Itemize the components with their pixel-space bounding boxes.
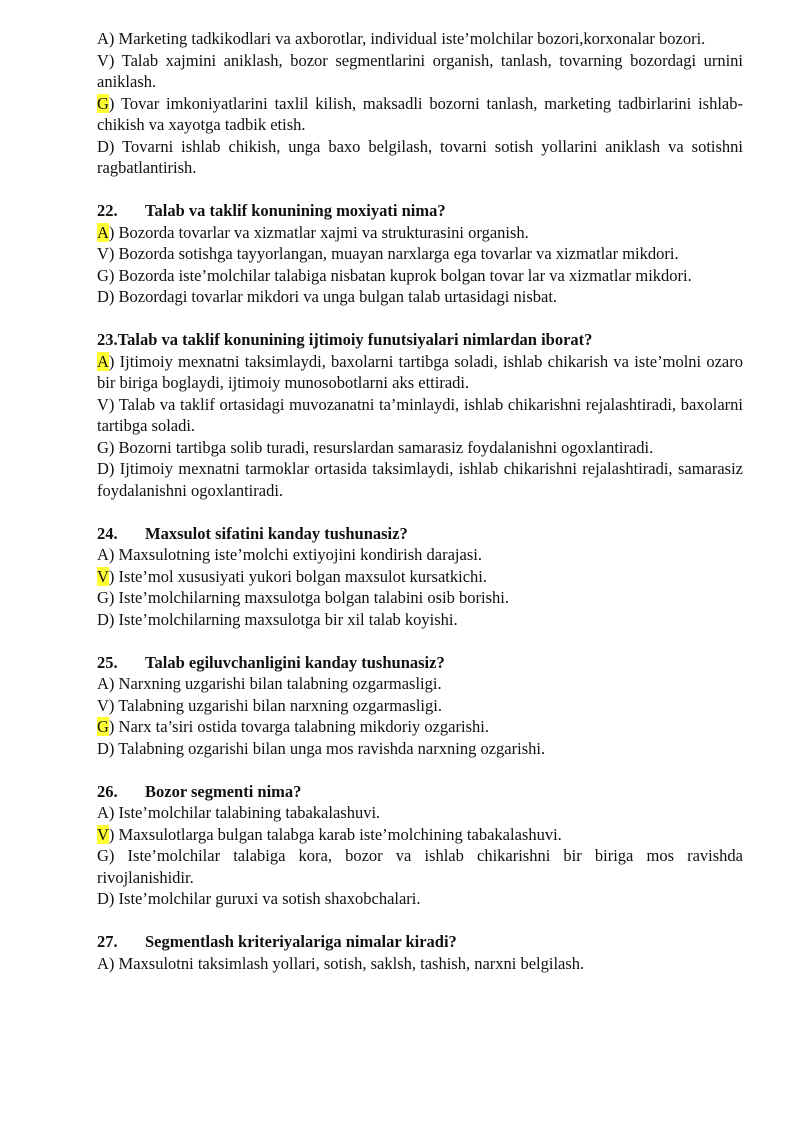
answer-option [97, 587, 743, 609]
answer-option-correct [97, 222, 743, 244]
option-letter: D [97, 889, 109, 908]
answer-option-correct [97, 351, 743, 394]
option-letter: V [97, 394, 109, 414]
question-title: Talab va taklif konunining moxiyati nima? [145, 201, 446, 220]
answer-option [97, 286, 743, 308]
option-text: ) Iste’molchilar guruxi va sotish shaxobchalari. [108, 889, 421, 908]
option-text: ) Marketing tadkikodlari va axborotlar, individual iste’molchilar bozori,korxonalar bozori. [108, 29, 706, 48]
question-block [97, 652, 743, 760]
option-letter: A [97, 545, 109, 564]
option-letter: V [97, 695, 109, 715]
option-text: ) Iste’molchilar talabiga kora, bozor va ishlab chikarishni bir biriga mos ravishda rivojlanishidir. [97, 846, 743, 887]
option-text: ) Ijtimoiy mexnatni taksimlaydi, baxolarni tartibga soladi, ishlab chikarish va iste’molni ozaro bir biriga boglaydi, ijtimoiy munosobotlarni aks ettiradi. [97, 351, 743, 392]
option-text: ) Bozorda iste’molchilar talabiga nisbatan kuprok bolgan tovar lar va xizmatlar mikdori. [108, 265, 692, 285]
option-text: ) Talabning ozgarishi bilan unga mos ravishda narxning ozgarishi. [108, 738, 546, 758]
option-letter: V [97, 244, 109, 263]
option-text: ) Ijtimoiy mexnatni tarmoklar ortasida taksimlaydi, ishlab chikarishni rejalashtiradi, samarasiz foydalanishni ogoxlantiradi. [97, 459, 743, 500]
answer-option [97, 953, 743, 975]
option-text: ) Talabning uzgarishi bilan narxning ozgarmasligi. [108, 695, 442, 715]
question-number: 25. [97, 652, 118, 672]
answer-option [97, 888, 743, 910]
question-number: 22. [97, 201, 118, 220]
answer-option-correct [97, 716, 743, 738]
answer-option [97, 609, 743, 631]
question-number: 23. [97, 330, 118, 349]
option-text: ) Talab xajmini aniklash, bozor segmentlarini organish, tanlash, tovarning bozordagi urnini aniklash. [97, 50, 743, 91]
option-letter-highlighted: V [97, 566, 109, 586]
option-text: ) Iste’molchilarning maxsulotga bir xil talab koyishi. [108, 609, 458, 629]
option-letter: D [97, 459, 109, 478]
answer-option [97, 802, 743, 824]
intro-options [97, 28, 743, 179]
question-block [97, 329, 743, 501]
answer-option [97, 28, 743, 50]
option-text: ) Bozorni tartibga solib turadi, resurslardan samarasiz foydalanishni ogoxlantiradi. [108, 437, 654, 457]
question-block [97, 931, 743, 974]
question-block [97, 781, 743, 910]
question-number: 26. [97, 781, 118, 801]
option-letter-highlighted: A [97, 222, 109, 242]
question-heading [97, 652, 743, 674]
question-heading [97, 931, 743, 953]
option-text: ) Maxsulotning iste’molchi extiyojini kondirish darajasi. [108, 545, 482, 564]
answer-option [97, 243, 743, 265]
option-letter: D [97, 738, 109, 758]
question-title: Talab egiluvchanligini kanday tushunasiz? [145, 652, 445, 672]
option-letter: D [97, 287, 109, 306]
answer-option [97, 136, 743, 179]
option-text: ) Tovarni ishlab chikish, unga baxo belgilash, tovarni sotish yollarini aniklash va sotishni ragbatlantirish. [97, 136, 743, 177]
answer-option [97, 673, 743, 695]
option-letter: A [97, 674, 109, 693]
option-letter: D [97, 136, 109, 156]
option-text: ) Narx ta’siri ostida tovarga talabning mikdoriy ozgarishi. [108, 717, 489, 736]
question-block [97, 200, 743, 308]
option-text: ) Bozorda tovarlar va xizmatlar xajmi va strukturasini organish. [108, 222, 529, 242]
option-letter-highlighted: A [97, 351, 109, 371]
option-letter-highlighted: G [97, 93, 109, 113]
option-text: ) Tovar imkoniyatlarini taxlil kilish, maksadli bozorni tanlash, marketing tadbirlarini ishlab-chikish va xayotga tadbik etish. [97, 93, 743, 134]
option-text: ) Bozordagi tovarlar mikdori va unga bulgan talab urtasidagi nisbat. [108, 287, 558, 306]
question-title: Talab va taklif konunining ijtimoiy funutsiyalari nimlardan iborat? [117, 330, 593, 349]
answer-option [97, 50, 743, 93]
option-text: ) Narxning uzgarishi bilan talabning ozgarmasligi. [108, 674, 442, 693]
option-text: ) Bozorda sotishga tayyorlangan, muayan narxlarga ega tovarlar va xizmatlar mikdori. [108, 244, 679, 263]
option-letter: G [97, 846, 109, 865]
option-letter: G [97, 437, 109, 457]
option-letter: A [97, 803, 109, 822]
question-heading [97, 523, 743, 545]
answer-option [97, 544, 743, 566]
question-title: Maxsulot sifatini kanday tushunasiz? [145, 523, 408, 543]
question-block [97, 523, 743, 631]
option-letter: G [97, 265, 109, 285]
answer-option-correct [97, 566, 743, 588]
question-heading [97, 781, 743, 803]
option-letter-highlighted: G [97, 717, 109, 736]
answer-option [97, 265, 743, 287]
option-letter: D [97, 609, 109, 629]
answer-option [97, 458, 743, 501]
option-letter-highlighted: V [97, 824, 109, 844]
option-letter: V [97, 50, 109, 70]
question-title: Segmentlash kriteriyalariga nimalar kiradi? [145, 932, 457, 951]
question-title: Bozor segmenti nima? [145, 781, 302, 801]
question-number: 27. [97, 932, 118, 951]
answer-option [97, 845, 743, 888]
option-text: ) Iste’molchilar talabining tabakalashuvi. [108, 803, 381, 822]
question-number: 24. [97, 523, 118, 543]
option-text: ) Iste’molchilarning maxsulotga bolgan talabini osib borishi. [108, 588, 509, 607]
answer-option [97, 437, 743, 459]
document-page [97, 28, 743, 974]
question-heading [97, 329, 743, 351]
answer-option-correct [97, 824, 743, 846]
option-text: ) Iste’mol xususiyati yukori bolgan maxsulot kursatkichi. [108, 566, 487, 586]
question-heading [97, 200, 743, 222]
answer-option [97, 738, 743, 760]
option-text: ) Talab va taklif ortasidagi muvozanatni ta’minlaydi, ishlab chikarishni rejalashtiradi, baxolarni tartibga soladi. [97, 394, 743, 435]
option-letter: A [97, 953, 109, 973]
answer-option [97, 695, 743, 717]
option-letter: G [97, 588, 109, 607]
option-text: ) Maxsulotlarga bulgan talabga karab iste’molchining tabakalashuvi. [108, 824, 562, 844]
answer-option [97, 394, 743, 437]
option-letter: A [97, 29, 109, 48]
answer-option-correct [97, 93, 743, 136]
option-text: ) Maxsulotni taksimlash yollari, sotish, saklsh, tashish, narxni belgilash. [108, 953, 585, 973]
